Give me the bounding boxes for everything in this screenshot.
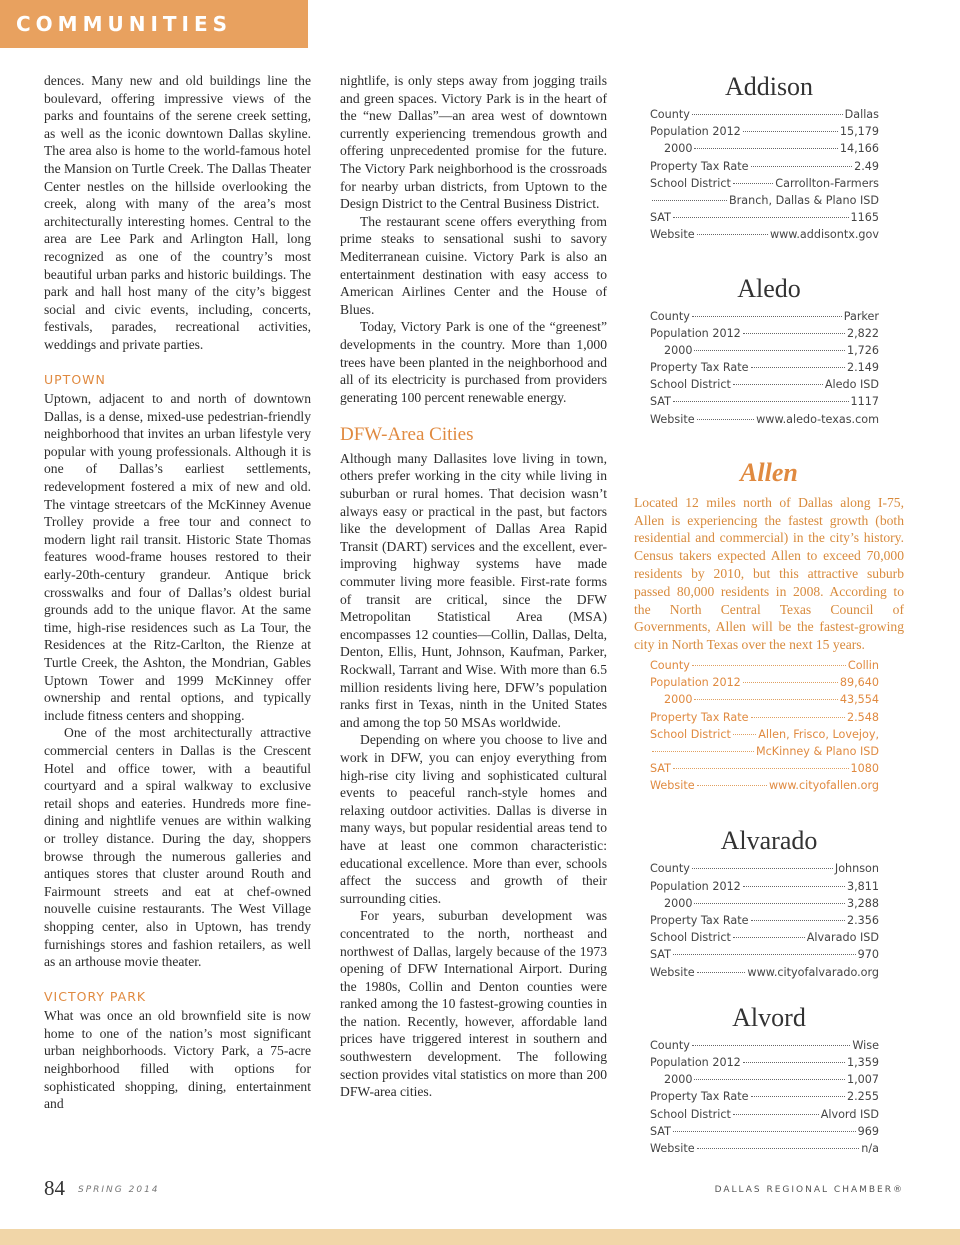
city-block-addison bbox=[634, 72, 904, 246]
stat-value: Wise bbox=[852, 1038, 879, 1052]
leader-dots bbox=[733, 734, 756, 735]
leader-dots bbox=[692, 316, 842, 317]
leader-dots bbox=[751, 1096, 845, 1097]
stat-label: Website bbox=[650, 965, 695, 979]
page-number: 84 bbox=[44, 1176, 65, 1200]
stat-label: School District bbox=[650, 727, 731, 741]
leader-dots bbox=[743, 131, 838, 132]
stat-value: 1,726 bbox=[846, 343, 879, 357]
stat-label: Website bbox=[650, 228, 695, 242]
stat-value: 1117 bbox=[850, 395, 879, 409]
leader-dots bbox=[697, 785, 767, 786]
stat-value: 2,822 bbox=[846, 326, 879, 340]
bottom-color-bar bbox=[0, 1229, 960, 1245]
stat-label: Population 2012 bbox=[650, 326, 741, 340]
stat-label: Population 2012 bbox=[650, 1055, 741, 1069]
stat-value: www.cityofallen.org bbox=[769, 779, 879, 793]
leader-dots bbox=[733, 1114, 819, 1115]
city-name: Addison bbox=[724, 72, 814, 101]
stat-row bbox=[650, 897, 879, 914]
stat-value: 2.49 bbox=[854, 159, 879, 173]
dfw-paragraph-3: For years, suburban development was concentrated to the north, northeast and northwest of Dallas, largely because of the 1973 opening of DFW International Airport. During the 1980s, Collin and Denton counties were ranked among the 10 fastest-growing counties in the nation. Recently, however, affordable land prices have triggered interest in southern and southwestern development. The following section provides vital statistics on more than 200 DFW-area cities. bbox=[340, 908, 607, 1100]
stat-row bbox=[650, 1090, 879, 1107]
stat-value: Johnson bbox=[834, 862, 879, 876]
stat-label: 2000 bbox=[664, 693, 693, 707]
stat-row bbox=[650, 676, 879, 693]
stat-row bbox=[650, 177, 879, 194]
dfw-paragraph-2: Depending on where you choose to live and work in DFW, you can enjoy everything from high-rise city living and sophisticated cultural events to peaceful ranch-style homes and relaxing outdoor activities. Dallas is diverse in many ways, but popular residential areas tend to have at least one common characteristic: educational excellence. More than ever, schools affect the success and growth of their surrounding cities. bbox=[340, 732, 607, 906]
victory-park-paragraph-cont: nightlife, is only steps away from jogging trails and green spaces. Victory Park is in the heart of the “new Dallas”—an area west of downtown currently experiencing tremendous growth and offering unprecedented promise for the future. The Victory Park neighborhood is the crossroads for nearby urban districts, from Uptown to the Design District to the Central Business District. bbox=[340, 73, 607, 212]
leader-dots bbox=[743, 333, 845, 334]
dfw-paragraph-1: Although many Dallasites love living in town, others prefer working in the city while living in suburban or rural homes. That decision wasn’t always easy or practical in the past, but factors like the development of Dallas Area Rapid Transit (DART) services and the excellent, ever-improving highway systems have made commuter living more feasible. First-rate forms of transit are critical, since the DFW Metropolitan Statistical Area (MSA) encompasses 12 counties—Collin, Dallas, Delta, Denton, Ellis, Hunt, Johnson, Kaufman, Parker, Rockwall, Tarrant and Wise. With more than 6.5 million residents living here, DFW’s population ranks first in Texas, ninth in the United States and among the top 50 MSAs worldwide. bbox=[340, 450, 607, 730]
stat-label: School District bbox=[650, 378, 731, 392]
leader-dots bbox=[673, 1131, 856, 1132]
stat-label: Property Tax Rate bbox=[650, 1090, 749, 1104]
stat-row bbox=[650, 327, 879, 344]
leader-dots bbox=[733, 937, 805, 938]
leader-dots bbox=[743, 1062, 845, 1063]
stat-row bbox=[650, 693, 879, 710]
leader-dots bbox=[697, 1148, 860, 1149]
stat-value: 1165 bbox=[850, 211, 879, 225]
stat-value: 1080 bbox=[850, 762, 879, 776]
stat-value: Alvarado ISD bbox=[806, 931, 879, 945]
stat-label: SAT bbox=[650, 948, 671, 962]
intro-paragraph: dences. Many new and old buildings line the boulevard, offering impressive views of the parks and fountains of the serene creek setting, as well as the iconic downtown Dallas skyline. The area also is home to the world-famous hotel the Mansion on Turtle Creek. The Dallas Theater Center nestles on the hillside overlooking the creek, along with many of the area’s most architecturally interesting homes. Central to the area are Lee Park and Arlington Hall, long recognized as one of the country’s most beautiful urban parks and historic buildings. The park and hall host many of the city’s biggest social and civic events, including, concerts, festivals, parades, recreational activities, weddings and private parties. bbox=[44, 73, 311, 352]
stat-label: Population 2012 bbox=[650, 676, 741, 690]
stat-row bbox=[650, 1108, 879, 1125]
city-block-alvarado bbox=[634, 826, 904, 982]
stat-label: School District bbox=[650, 1107, 731, 1121]
leader-dots bbox=[733, 384, 823, 385]
stat-label: Website bbox=[650, 412, 695, 426]
city-description: Located 12 miles north of Dallas along I-75, Allen is experiencing the fastest growth (both residential and commercial) in the city’s history. Census takers expected Allen to exceed 70,000 residents by 2010, but this attractive suburb passed 80,000 residents in 2008. According to the North Central Texas Council of Governments, Allen will be the fastest-growing city in North Texas over the next 15 years. bbox=[634, 494, 904, 653]
stat-label: Website bbox=[650, 779, 695, 793]
stat-row bbox=[650, 880, 879, 897]
stat-value: Alvord ISD bbox=[820, 1107, 879, 1121]
stat-label: Property Tax Rate bbox=[650, 361, 749, 375]
stat-label: County bbox=[650, 309, 690, 323]
leader-dots bbox=[652, 751, 754, 752]
stat-label: County bbox=[650, 862, 690, 876]
stat-label: SAT bbox=[650, 762, 671, 776]
greenest-paragraph: Today, Victory Park is one of the “greenest” developments in the country. More than 1,000 trees have been planted in the neighborhood and all of its electricity is purchased from providers generating 100 percent renewable energy. bbox=[340, 319, 607, 405]
stat-value: 1,359 bbox=[846, 1055, 879, 1069]
stat-value: www.addisontx.gov bbox=[769, 228, 879, 242]
stat-row bbox=[650, 108, 879, 125]
stat-row bbox=[650, 728, 879, 745]
stat-row bbox=[650, 125, 879, 142]
stat-row bbox=[650, 711, 879, 728]
stat-value: 970 bbox=[857, 948, 879, 962]
stat-value: Collin bbox=[847, 658, 879, 672]
stat-row bbox=[650, 914, 879, 931]
leader-dots bbox=[694, 350, 844, 351]
stat-value: Carrollton-Farmers bbox=[775, 176, 879, 190]
leader-dots bbox=[673, 768, 849, 769]
stat-label: County bbox=[650, 108, 690, 121]
stat-label: 2000 bbox=[664, 343, 693, 357]
stat-row bbox=[650, 228, 879, 245]
stat-value: Aledo ISD bbox=[824, 378, 879, 392]
stat-row bbox=[650, 1039, 879, 1056]
victory-park-heading: VICTORY PARK bbox=[44, 988, 147, 1004]
victory-park-paragraph: What was once an old brownfield site is now home to one of the nation’s most significant urban neighborhoods. Victory Park, a 75-acre neighborhood filled with options for sophisticated shopping, dining, entertainment and bbox=[44, 1008, 311, 1112]
stat-value: Parker bbox=[843, 309, 879, 323]
stat-label: SAT bbox=[650, 395, 671, 409]
stat-value: n/a bbox=[861, 1141, 879, 1155]
city-stats-column bbox=[634, 72, 904, 1159]
leader-dots bbox=[697, 419, 755, 420]
stat-label: Property Tax Rate bbox=[650, 914, 749, 928]
stat-row bbox=[650, 779, 879, 796]
stat-value: 1,007 bbox=[846, 1073, 879, 1087]
stat-label: 2000 bbox=[664, 142, 693, 156]
stat-row bbox=[650, 310, 879, 327]
stat-label: School District bbox=[650, 176, 731, 190]
stat-label: 2000 bbox=[664, 1073, 693, 1087]
stat-row bbox=[650, 142, 879, 159]
city-name: Alvarado bbox=[720, 826, 818, 856]
leader-dots bbox=[692, 1045, 851, 1046]
column-middle bbox=[340, 72, 607, 1101]
stat-value: 3,288 bbox=[846, 896, 879, 910]
leader-dots bbox=[751, 717, 845, 718]
dfw-cities-heading: DFW-Area Cities bbox=[340, 424, 474, 446]
stat-row bbox=[650, 862, 879, 879]
city-block-alvord bbox=[634, 1003, 904, 1159]
stats-table bbox=[650, 1039, 879, 1159]
stat-label: SAT bbox=[650, 211, 671, 225]
stat-value: 43,554 bbox=[839, 693, 879, 707]
leader-dots bbox=[743, 886, 845, 887]
stat-row bbox=[650, 948, 879, 965]
stat-value: Dallas bbox=[844, 108, 879, 121]
stat-row bbox=[650, 378, 879, 395]
stat-value: 3,811 bbox=[846, 879, 879, 893]
leader-dots bbox=[751, 367, 845, 368]
stats-table bbox=[650, 108, 879, 246]
stat-value: 14,166 bbox=[839, 142, 879, 156]
stat-row bbox=[650, 211, 879, 228]
city-block-aledo bbox=[634, 274, 904, 430]
uptown-paragraph-1: Uptown, adjacent to and north of downtown Dallas, is a dense, mixed-use pedestrian-friendly neighborhood that invites an urban lifestyle very popular with young professionals. Although it is one of Dallas’s earliest settlements, redevelopment fostered a mix of new and old. The vintage streetcars of the McKinney Avenue Trolley provide a free tour and connect to modern light rail transit. Historic State Thomas features wood-frame houses restored to their early-20th-century grandeur. Antique brick crosswalks and four of Dallas’s oldest burial grounds add to the unique flavor. At the same time, high-rise residences such as La Tour, the Residences at the Ritz-Carlton, the Rienze at Turtle Creek, the Ashton, the Mondrian, Gables Uptown Tower and 1999 McKinney offer ownership and rental options, and typically include fitness centers and shopping. bbox=[44, 391, 311, 723]
leader-dots bbox=[697, 972, 746, 973]
stat-label: Property Tax Rate bbox=[650, 159, 749, 173]
city-name: Aledo bbox=[737, 273, 801, 303]
stat-value: 2.149 bbox=[846, 361, 879, 375]
leader-dots bbox=[694, 1079, 844, 1080]
city-block-allen bbox=[634, 458, 904, 797]
uptown-paragraph-2: One of the most architecturally attractive commercial centers in Dallas is the Crescent Hotel and office tower, with a beautiful courtyard and a spiral walkway to exclusive retail shops and eateries. Hundreds more fine-dining and nightlife venues are within walking or trolley distance. During the day, shoppers browse through the numerous galleries and antiques stores that cluster around Routh and Fairmount streets and eat at chef-owned nouvelle cuisine restaurants. The West Village shopping center, also in Uptown, has trendy furnishings stores and fashion retailers, as well as an arthouse movie theater. bbox=[44, 725, 311, 970]
leader-dots bbox=[694, 148, 837, 149]
leader-dots bbox=[692, 114, 843, 115]
stat-value: 2.548 bbox=[846, 710, 879, 724]
stats-table bbox=[650, 310, 879, 430]
uptown-heading: UPTOWN bbox=[44, 371, 106, 387]
stat-value: Branch, Dallas & Plano ISD bbox=[729, 193, 879, 207]
leader-dots bbox=[673, 954, 856, 955]
stat-row bbox=[650, 659, 879, 676]
stat-label: School District bbox=[650, 931, 731, 945]
leader-dots bbox=[692, 868, 833, 869]
issue-label: SPRING 2014 bbox=[78, 1185, 160, 1195]
stat-row bbox=[650, 361, 879, 378]
restaurant-paragraph: The restaurant scene offers everything from prime steaks to sensational sushi to savory Mediterranean cuisine. Victory Park is also an entertainment destination with easy access to American Airlines Center and the House of Blues. bbox=[340, 213, 607, 317]
stat-value: 2.356 bbox=[846, 914, 879, 928]
leader-dots bbox=[697, 234, 768, 235]
section-header: COMMUNITIES bbox=[0, 0, 308, 48]
stat-row bbox=[650, 194, 879, 211]
city-name: Alvord bbox=[732, 1002, 806, 1032]
stat-value: 15,179 bbox=[839, 125, 879, 139]
stat-row bbox=[650, 931, 879, 948]
stat-row bbox=[650, 395, 879, 412]
stat-row bbox=[650, 1142, 879, 1159]
stat-row bbox=[650, 1073, 879, 1090]
stat-row bbox=[650, 745, 879, 762]
leader-dots bbox=[652, 200, 727, 201]
stat-label: 2000 bbox=[664, 896, 693, 910]
stat-label: County bbox=[650, 658, 690, 672]
stat-label: SAT bbox=[650, 1124, 671, 1138]
column-left bbox=[44, 72, 311, 1113]
stat-label: Population 2012 bbox=[650, 125, 741, 139]
leader-dots bbox=[733, 183, 773, 184]
leader-dots bbox=[673, 401, 849, 402]
stat-row bbox=[650, 966, 879, 983]
leader-dots bbox=[692, 665, 846, 666]
stat-label: Population 2012 bbox=[650, 879, 741, 893]
stat-value: www.cityofalvarado.org bbox=[747, 965, 879, 979]
stats-table bbox=[650, 862, 879, 982]
stat-value: 969 bbox=[857, 1124, 879, 1138]
stat-value: 89,640 bbox=[839, 676, 879, 690]
stat-value: Allen, Frisco, Lovejoy, bbox=[758, 727, 879, 741]
stat-label: Website bbox=[650, 1141, 695, 1155]
stat-label: County bbox=[650, 1038, 690, 1052]
stat-row bbox=[650, 413, 879, 430]
leader-dots bbox=[694, 903, 844, 904]
stat-row bbox=[650, 1056, 879, 1073]
city-name: Allen bbox=[740, 457, 798, 487]
stat-row bbox=[650, 762, 879, 779]
leader-dots bbox=[743, 682, 838, 683]
stat-row bbox=[650, 344, 879, 361]
stat-value: www.aledo-texas.com bbox=[756, 412, 879, 426]
stat-row bbox=[650, 160, 879, 177]
stat-value: 2.255 bbox=[846, 1090, 879, 1104]
stat-row bbox=[650, 1125, 879, 1142]
leader-dots bbox=[694, 699, 837, 700]
leader-dots bbox=[673, 217, 849, 218]
publisher-name: DALLAS REGIONAL CHAMBER® bbox=[714, 1185, 904, 1195]
leader-dots bbox=[751, 166, 853, 167]
leader-dots bbox=[751, 920, 845, 921]
stats-table bbox=[650, 659, 879, 797]
stat-value: McKinney & Plano ISD bbox=[756, 744, 879, 758]
stat-label: Property Tax Rate bbox=[650, 710, 749, 724]
